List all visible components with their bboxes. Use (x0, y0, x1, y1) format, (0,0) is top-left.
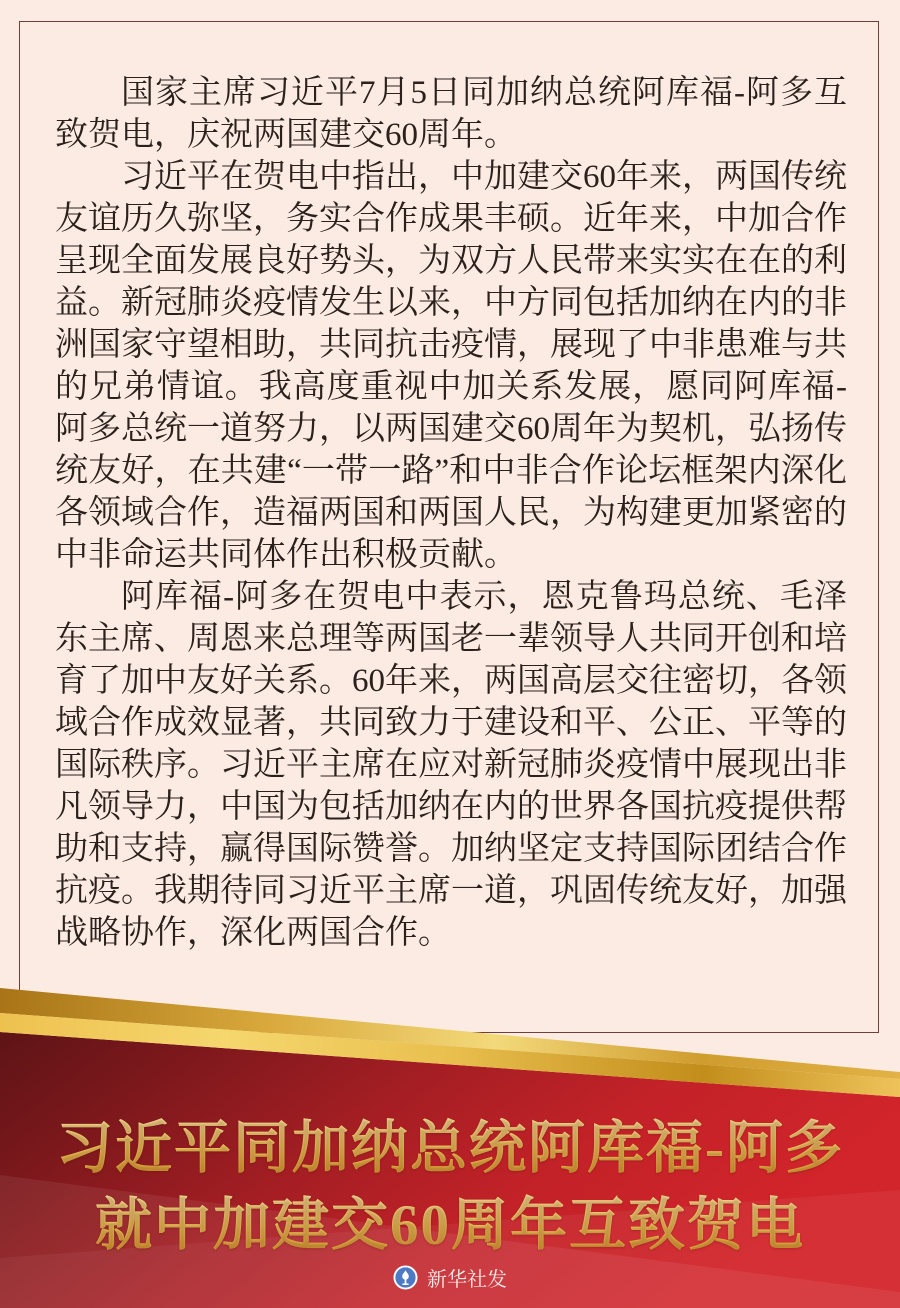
agency-credit-label: 新华社发 (427, 1269, 507, 1291)
paragraph-xi-message: 习近平在贺电中指出，中加建交60年来，两国传统友谊历久弥坚，务实合作成果丰硕。近年来，中加合作呈现全面发展良好势头，为双方人民带来实实在在的利益。新冠肺炎疫情发生以来，中方同包括加纳在内的非洲国家守望相助，共同抗击疫情，展现了中非患难与共的兄弟情谊。我高度重视中加关系发展，愿同阿库福-阿多总统一道努力，以两国建交60周年为契机，弘扬传统友好，在共建“一带一路”和中非合作论坛框架内深化各领域合作，造福两国和两国人民，为构建更加紧密的中非命运共同体作出积极贡献。 (55, 159, 847, 573)
banner-title-line2: 就中加建交60周年互致贺电 (0, 1187, 900, 1264)
xinhua-logo-icon (393, 1265, 418, 1290)
banner-title-line1: 习近平同加纳总统阿库福-阿多 (0, 1110, 900, 1187)
paragraph-intro: 国家主席习近平7月5日同加纳总统阿库福-阿多互致贺电，庆祝两国建交60周年。 (55, 75, 847, 153)
banner-title (0, 1110, 900, 1264)
paragraph-akufo-addo-message: 阿库福-阿多在贺电中表示，恩克鲁玛总统、毛泽东主席、周恩来总理等两国老一辈领导人共同开创和培育了加中友好关系。60年来，两国高层交往密切，各领域合作成效显著，共同致力于建设和平、公正、平等的国际秩序。习近平主席在应对新冠肺炎疫情中展现出非凡领导力，中国为包括加纳在内的世界各国抗疫提供帮助和支持，赢得国际赞誉。加纳坚定支持国际团结合作抗疫。我期待同习近平主席一道，巩固传统友好，加强战略协作，深化两国合作。 (55, 579, 847, 951)
agency-credit (0, 1263, 900, 1292)
